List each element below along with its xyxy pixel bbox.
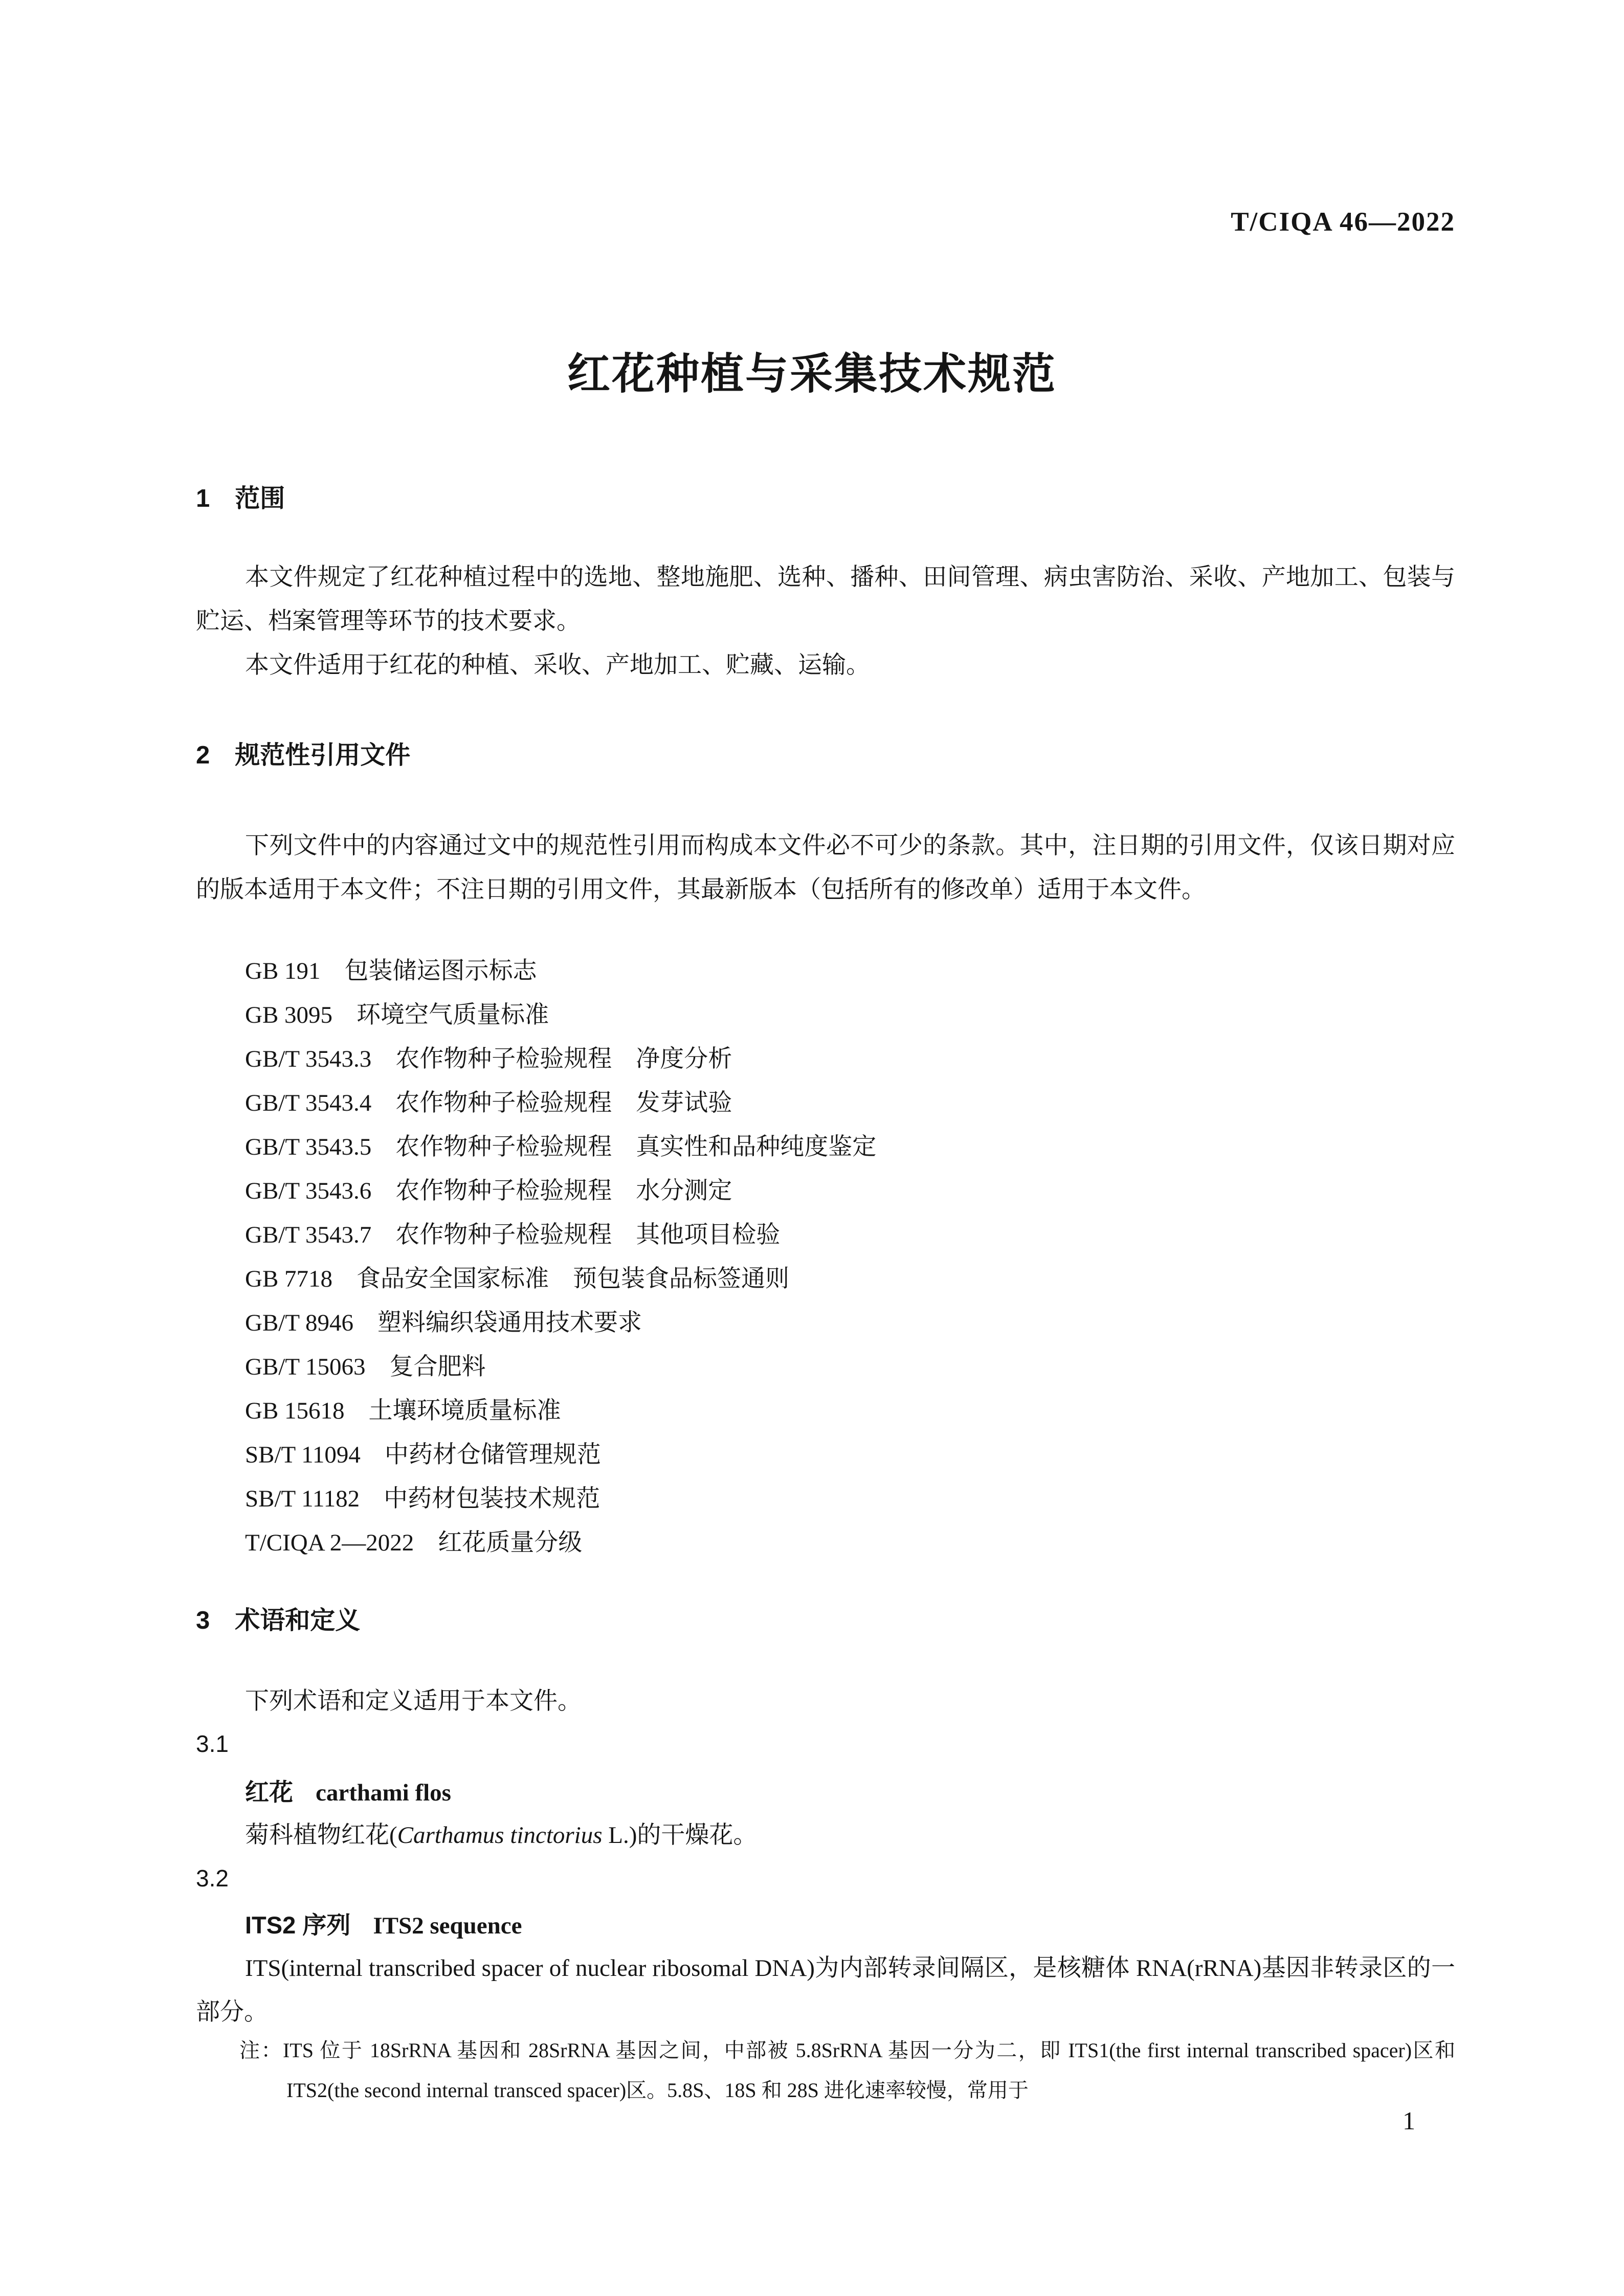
normative-references-intro [196,824,1455,912]
note-text: ITS 位于 18SrRNA 基因和 28SrRNA 基因之间，中部被 5.8SrRNA 基因一分为二，即 ITS1(the first internal transcribed spacer)区和 ITS2(the second internal transced spacer)区。5.8S、18S 和 28S 进化速率较慢，常用于 [282,2039,1456,2102]
term-number-3-1: 3.1 [196,1730,229,1757]
reference-item: GB/T 3543.5 农作物种子检验规程 真实性和品种纯度鉴定 [245,1134,877,1160]
reference-item: SB/T 11182 中药材包装技术规范 [245,1485,600,1512]
reference-item: GB/T 3543.6 农作物种子检验规程 水分测定 [245,1178,732,1204]
document-code: T/CIQA 46—2022 [1231,207,1455,237]
scope-paragraph-2: 本文件适用于红花的种植、采收、产地加工、贮藏、运输。 [245,652,870,679]
definition-suffix: L.)的干燥花。 [602,1822,758,1849]
terms-intro [196,1679,1455,1723]
reference-item: GB/T 3543.4 农作物种子检验规程 发芽试验 [245,1090,732,1116]
term-2-chinese: ITS2 序列 [245,1911,351,1939]
reference-item: SB/T 11094 中药材仓储管理规范 [245,1442,601,1468]
reference-item: GB/T 15063 复合肥料 [245,1354,486,1380]
reference-item: GB/T 8946 塑料编织袋通用技术要求 [245,1310,642,1336]
term-2-english: ITS2 sequence [373,1912,522,1939]
reference-item: GB 7718 食品安全国家标准 预包装食品标签通则 [245,1266,790,1292]
reference-item: GB 15618 土壤环境质量标准 [245,1398,561,1424]
reference-item: GB 191 包装储运图示标志 [245,958,537,984]
term-1-title [245,1773,451,1808]
note-label: 注： [239,2039,283,2062]
term-1-definition [196,1813,1455,1857]
definition-prefix: 菊科植物红花( [245,1822,397,1849]
latin-name: Carthamus tinctorius [397,1822,603,1849]
reference-item: T/CIQA 2—2022 红花质量分级 [245,1529,583,1556]
reference-item: GB/T 3543.7 农作物种子检验规程 其他项目检验 [245,1222,781,1248]
term-2-note [196,2031,1455,2110]
document-title: 红花种植与采集技术规范 [567,350,1057,398]
references-intro-paragraph: 下列文件中的内容通过文中的规范性引用而构成本文件必不可少的条款。其中，注日期的引用文件，仅该日期对应的版本适用于本文件；不注日期的引用文件，其最新版本（包括所有的修改单）适用于本文件。 [196,832,1455,903]
section-3-heading: 3 术语和定义 [196,1607,361,1634]
section-1-body [196,555,1455,687]
terms-intro-paragraph: 下列术语和定义适用于本文件。 [245,1688,582,1715]
term-1-chinese: 红花 [245,1779,293,1806]
term-2-definition [196,1946,1455,2034]
term-number-3-2: 3.2 [196,1865,229,1892]
reference-item: GB 3095 环境空气质量标准 [245,1002,549,1028]
page-number: 1 [1403,2106,1415,2135]
reference-item: GB/T 3543.3 农作物种子检验规程 净度分析 [245,1046,732,1072]
normative-references-list [196,949,1455,1565]
term-1-definition-paragraph [196,1813,1455,1857]
term-2-title [245,1906,522,1941]
term-2-definition-paragraph: ITS(internal transcribed spacer of nuclear ribosomal DNA)为内部转录间隔区，是核糖体 RNA(rRNA)基因非转录区的一部分。 [196,1955,1455,2025]
section-1-heading: 1 范围 [196,485,285,512]
section-2-heading: 2 规范性引用文件 [196,741,411,769]
scope-paragraph-1: 本文件规定了红花种植过程中的选地、整地施肥、选种、播种、田间管理、病虫害防治、采收、产地加工、包装与贮运、档案管理等环节的技术要求。 [196,564,1455,635]
term-1-english: carthami flos [316,1780,451,1806]
